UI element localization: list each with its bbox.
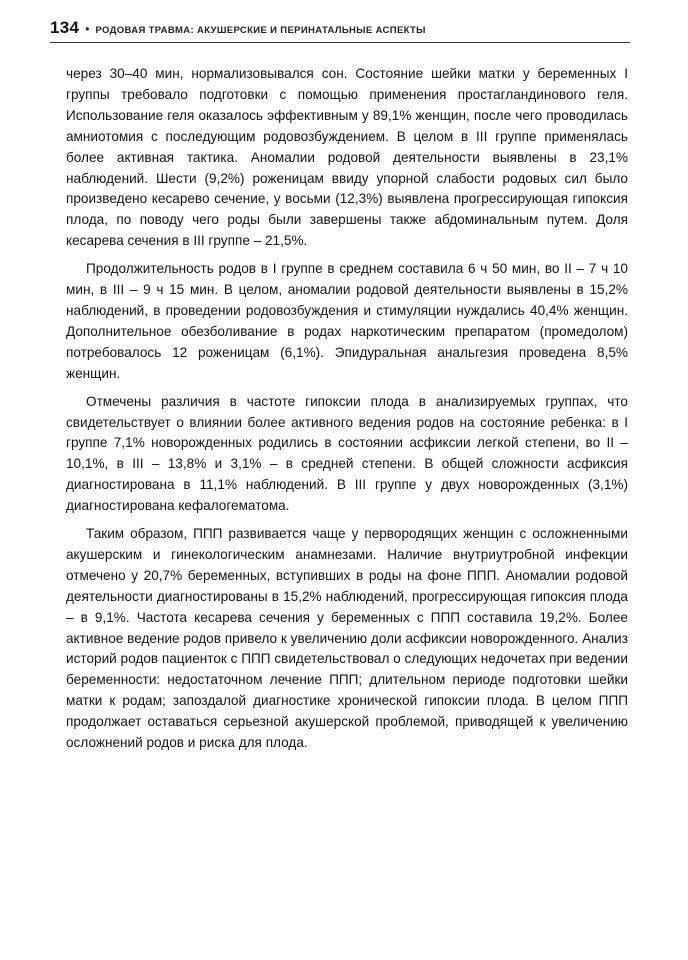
paragraph-4: Таким образом, ППП развивается чаще у первородящих женщин с осложненными акушерским и гинекологическим анамнезами. Наличие внутриутробной инфекции отмечено у 20,7% беременных, вступивших в роды на фоне ППП. Аномалии родовой деятельности диагностированы в 15,2% наблюдений, прогрессирующая гипоксия плода – в 9,1%. Частота кесарева сечения у беременных с ППП составила 19,2%. Более активное ведение родов привело к увеличению доли асфиксии новорожденного. Анализ историй родов пациенток с ППП свидетельствовал о следующих недочетах при ведении беременности: недостаточном лечение ППП; длительном периоде подготовки шейки матки к родам; запоздалой диагностике хронической гипоксии плода. В целом ППП продолжает оставаться серьезной акушерской проблемой, приводящей к увеличению осложнений родов и риска для плода. bbox=[66, 526, 628, 751]
paragraph-3: Отмечены различия в частоте гипоксии плода в анализируемых группах, что свидетельствует о влиянии более активного ведения родов на состояние ребенка: в I группе 7,1% новорожденных родились в состоянии асфиксии легкой степени, во II – 10,1%, в III – 13,8% и 3,1% – в средней степени. В общей сложности асфиксия диагностирована в 11,1% наблюдений. В III группе у двух новорожденных (3,1%) диагностирована кефалогематома. bbox=[66, 393, 628, 514]
running-head bbox=[50, 18, 640, 42]
body-text bbox=[66, 64, 628, 761]
paragraph-1: через 30–40 мин, нормализовывался сон. Состояние шейки матки у беременных I группы требовало подготовки с помощью применения простагландинового геля. Использование геля оказалось эффективным у 89,1% женщин, после чего проводилась амниотомия с последующим родовозбуждением. В целом в III группе применялась более активная тактика. Аномалии родовой деятельности выявлены в 23,1% наблюдений. Шести (9,2%) роженицам ввиду упорной слабости родовых сил было произведено кесарево сечение, у восьми (12,3%) выявлена прогрессирующая гипоксия плода, по поводу чего роды были завершены также абдоминальным путем. Доля кесарева сечения в III группе – 21,5%. bbox=[66, 66, 628, 249]
running-title: РОДОВАЯ ТРАВМА: АКУШЕРСКИЕ И ПЕРИНАТАЛЬНЫЕ АСПЕКТЫ bbox=[95, 25, 426, 36]
header-rule bbox=[50, 42, 630, 43]
page-number: 134 bbox=[50, 18, 80, 37]
paragraph-2: Продолжительность родов в I группе в среднем составила 6 ч 50 мин, во II – 7 ч 10 мин, в III – 9 ч 15 мин. В целом, аномалии родовой деятельности выявлены в 15,2% наблюдений, в проведении родовозбуждения и стимуляции нуждались 40,4% женщин. Дополнительное обезболивание в родах наркотическим препаратом (промедолом) потребовалось 12 роженицам (6,1%). Эпидуральная анальгезия проведена 8,5% женщин. bbox=[66, 261, 628, 381]
header-bullet: • bbox=[85, 22, 90, 36]
